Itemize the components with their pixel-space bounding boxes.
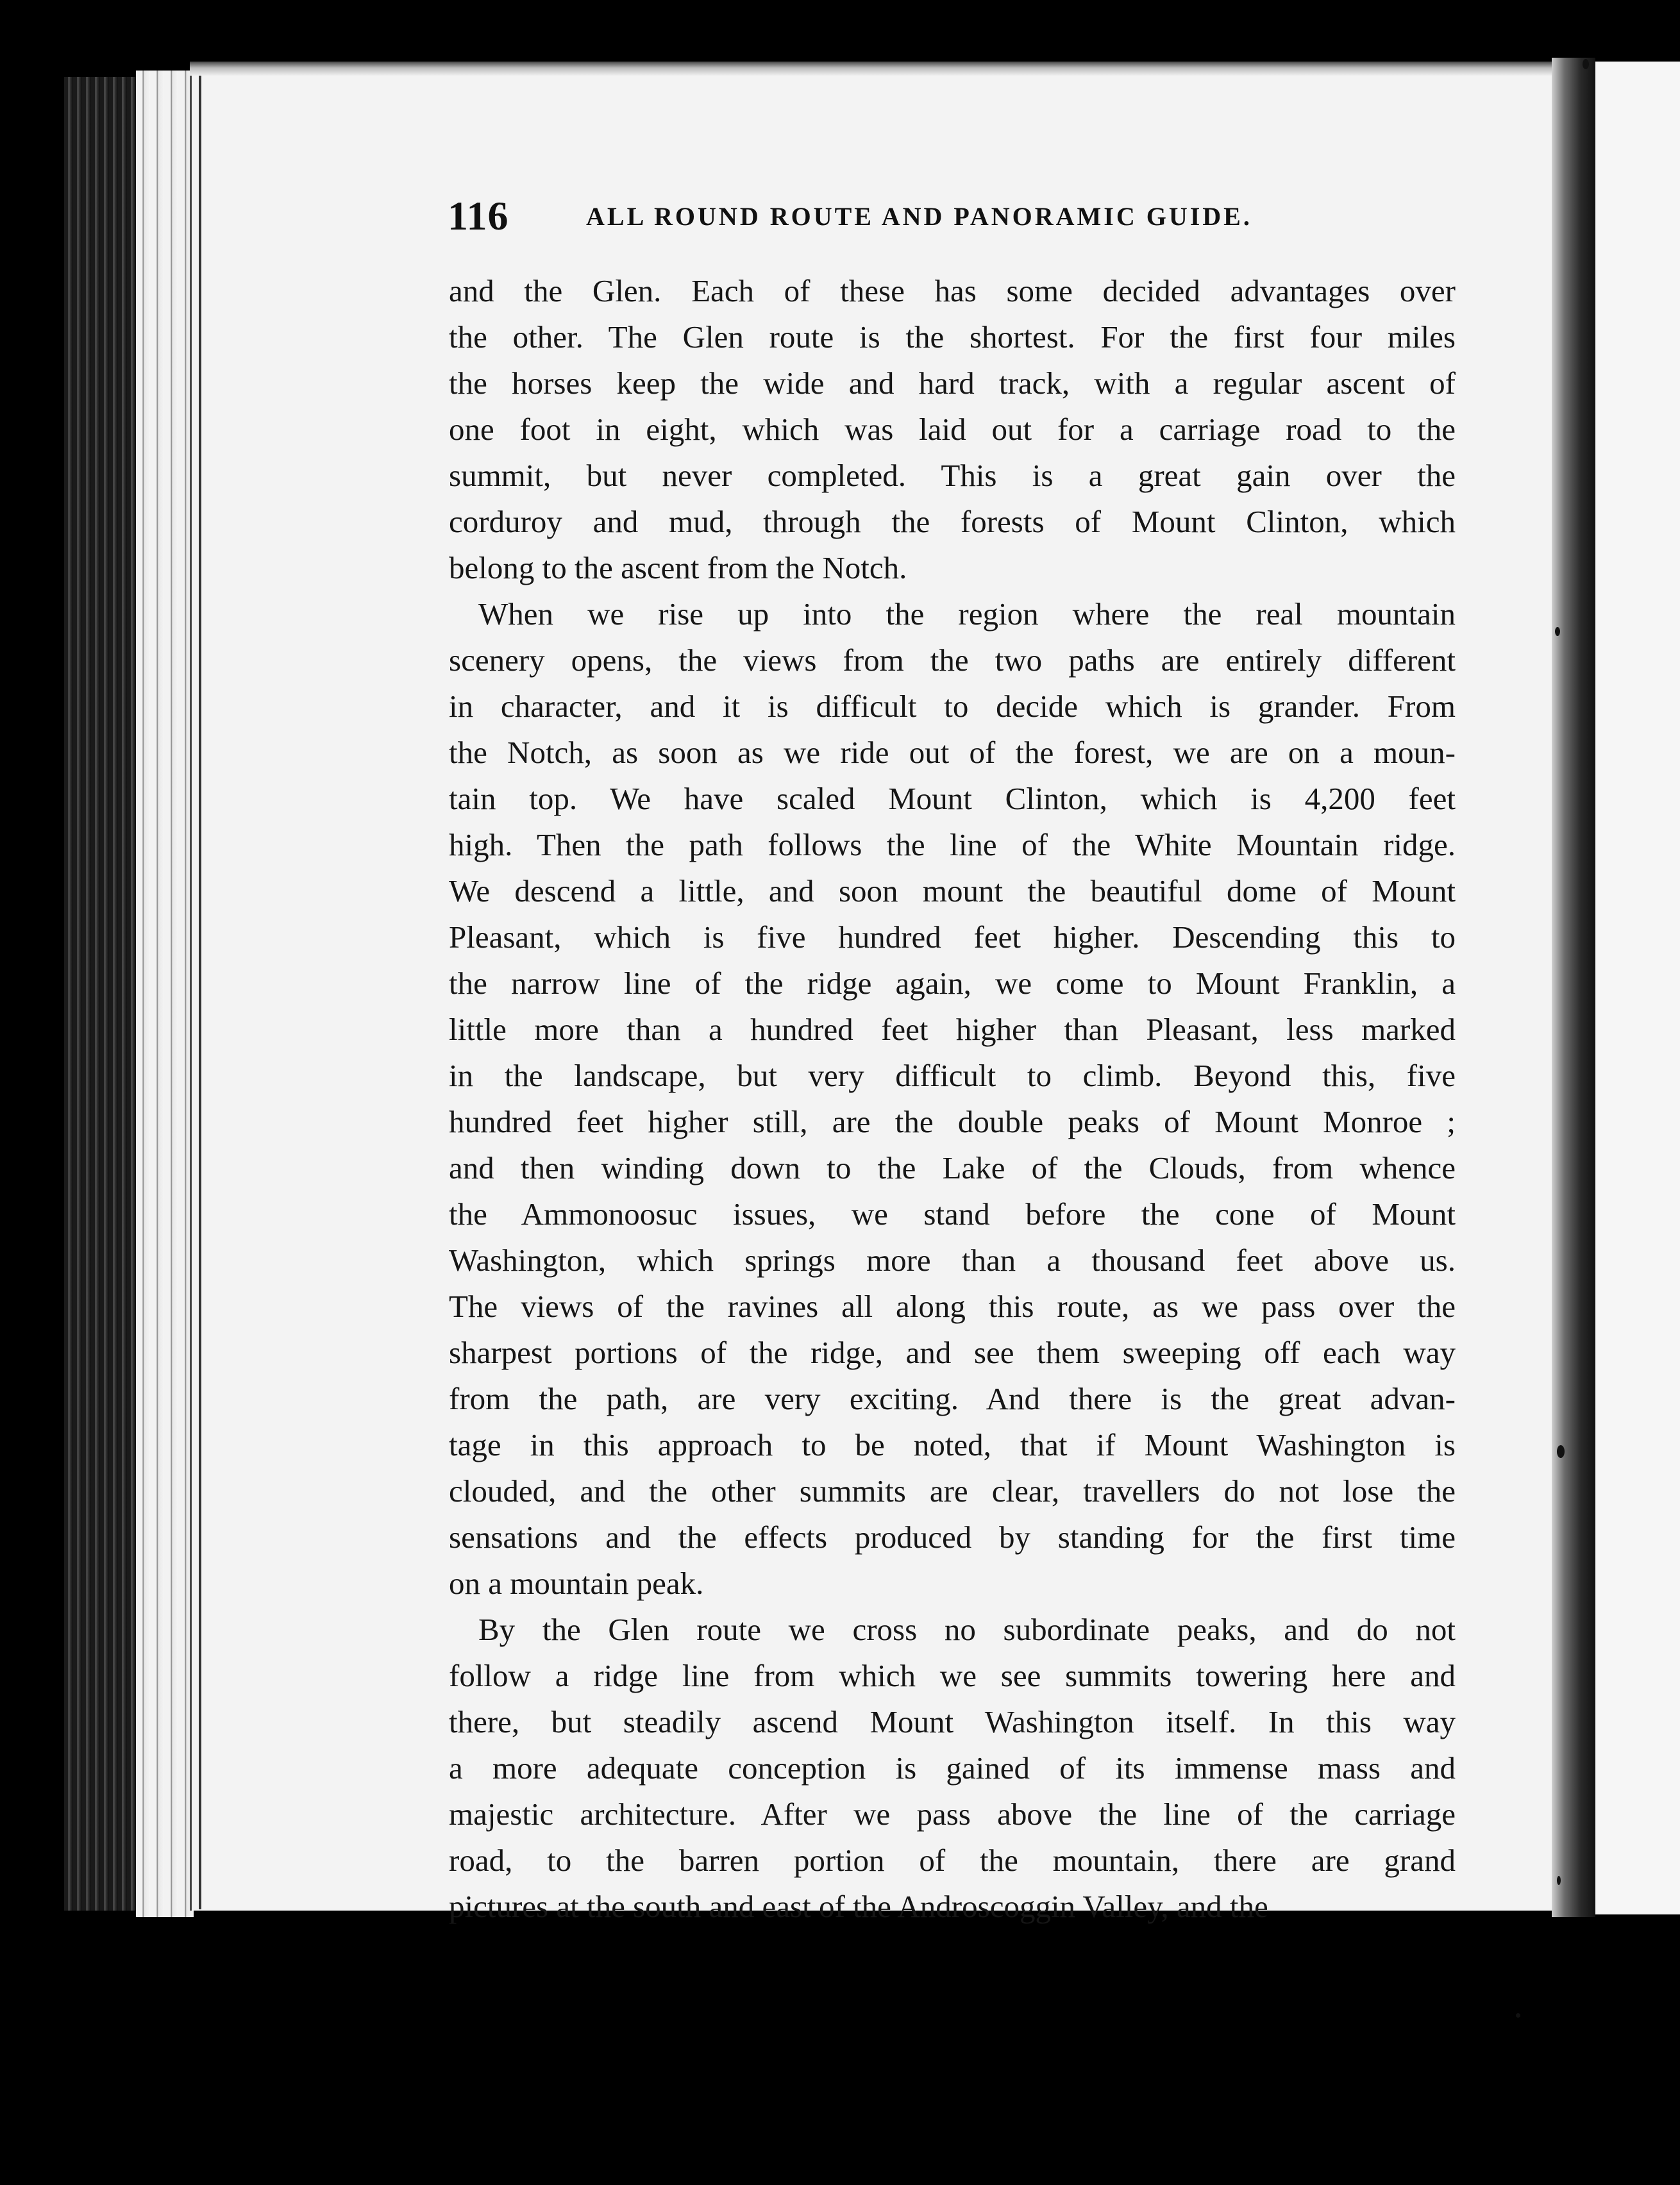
text-line: high. Then the path follows the line of the White Mountain ridge. (449, 827, 1456, 862)
text-line: We descend a little, and soon mount the beautiful dome of Mount (449, 873, 1456, 908)
text-line: on a mountain peak. (449, 1566, 704, 1601)
text-line: road, to the barren portion of the mountain, there are grand (449, 1843, 1456, 1878)
text-line: summit, but never completed. This is a great gain over the (449, 458, 1456, 493)
paragraph (449, 1607, 1456, 1930)
page-edges (136, 71, 194, 1917)
text-line: The views of the ravines all along this route, as we pass over the (449, 1289, 1456, 1324)
text-line: follow a ridge line from which we see summits towering here and (449, 1658, 1456, 1693)
text-line: and then winding down to the Lake of the Clouds, from whence (449, 1150, 1456, 1185)
paragraph (449, 268, 1456, 591)
text-line: tain top. We have scaled Mount Clinton, which is 4,200 feet (449, 781, 1456, 816)
body-text (449, 268, 1456, 1930)
text-line: and the Glen. Each of these has some decided advantages over (449, 273, 1456, 308)
text-line: By the Glen route we cross no subordinate peaks, and do not (478, 1612, 1456, 1647)
text-line: hundred feet higher still, are the double peaks of Mount Monroe ; (449, 1104, 1456, 1139)
scan-speck (1555, 627, 1560, 636)
text-line: corduroy and mud, through the forests of Mount Clinton, which (449, 504, 1456, 539)
text-line: in character, and it is difficult to decide which is grander. From (449, 689, 1456, 724)
running-head (448, 192, 1307, 244)
scan-speck (1557, 1876, 1561, 1885)
scan-speck (1516, 2013, 1520, 2018)
text-line: When we rise up into the region where the real mountain (478, 596, 1456, 632)
text-line: there, but steadily ascend Mount Washington itself. In this way (449, 1704, 1456, 1739)
text-line: the other. The Glen route is the shortest. For the first four miles (449, 319, 1456, 355)
book-gutter (1552, 58, 1595, 1917)
text-line: the Ammonoosuc issues, we stand before the cone of Mount (449, 1196, 1456, 1232)
page-fold-line (199, 76, 201, 1909)
text-line: Pleasant, which is five hundred feet higher. Descending this to (449, 919, 1456, 955)
text-line: clouded, and the other summits are clear, travellers do not lose the (449, 1473, 1456, 1509)
running-title: ALL ROUND ROUTE AND PANORAMIC GUIDE. (586, 202, 1252, 231)
text-line: in the landscape, but very difficult to climb. Beyond this, five (449, 1058, 1456, 1093)
page-top-edge (190, 62, 1588, 76)
scan-speck (1557, 1445, 1565, 1458)
text-line: from the path, are very exciting. And there is the great advan- (449, 1381, 1456, 1416)
text-line: little more than a hundred feet higher than Pleasant, less marked (449, 1012, 1456, 1047)
text-line: one foot in eight, which was laid out for a carriage road to the (449, 412, 1456, 447)
text-line: Washington, which springs more than a thousand feet above us. (449, 1243, 1456, 1278)
page-number: 116 (448, 193, 509, 239)
text-line: sharpest portions of the ridge, and see them sweeping off each way (449, 1335, 1456, 1370)
text-line: tage in this approach to be noted, that if Mount Washington is (449, 1427, 1456, 1462)
text-line: majestic architecture. After we pass above the line of the carriage (449, 1796, 1456, 1832)
text-line: pictures at the south and east of the Androscoggin Valley, and the (449, 1889, 1268, 1924)
text-line: a more adequate conception is gained of its immense mass and (449, 1750, 1456, 1786)
facing-page-edge (1595, 62, 1680, 1914)
text-line: sensations and the effects produced by standing for the first time (449, 1519, 1456, 1555)
text-line: the narrow line of the ridge again, we come to Mount Franklin, a (449, 966, 1456, 1001)
paragraph (449, 591, 1456, 1607)
text-line: the Notch, as soon as we ride out of the forest, we are on a moun- (449, 735, 1456, 770)
text-line: the horses keep the wide and hard track, with a regular ascent of (449, 365, 1456, 401)
text-line: scenery opens, the views from the two paths are entirely different (449, 642, 1456, 678)
book-edge-left (64, 77, 141, 1911)
text-line: belong to the ascent from the Notch. (449, 550, 907, 585)
scan-speck (1583, 59, 1589, 69)
